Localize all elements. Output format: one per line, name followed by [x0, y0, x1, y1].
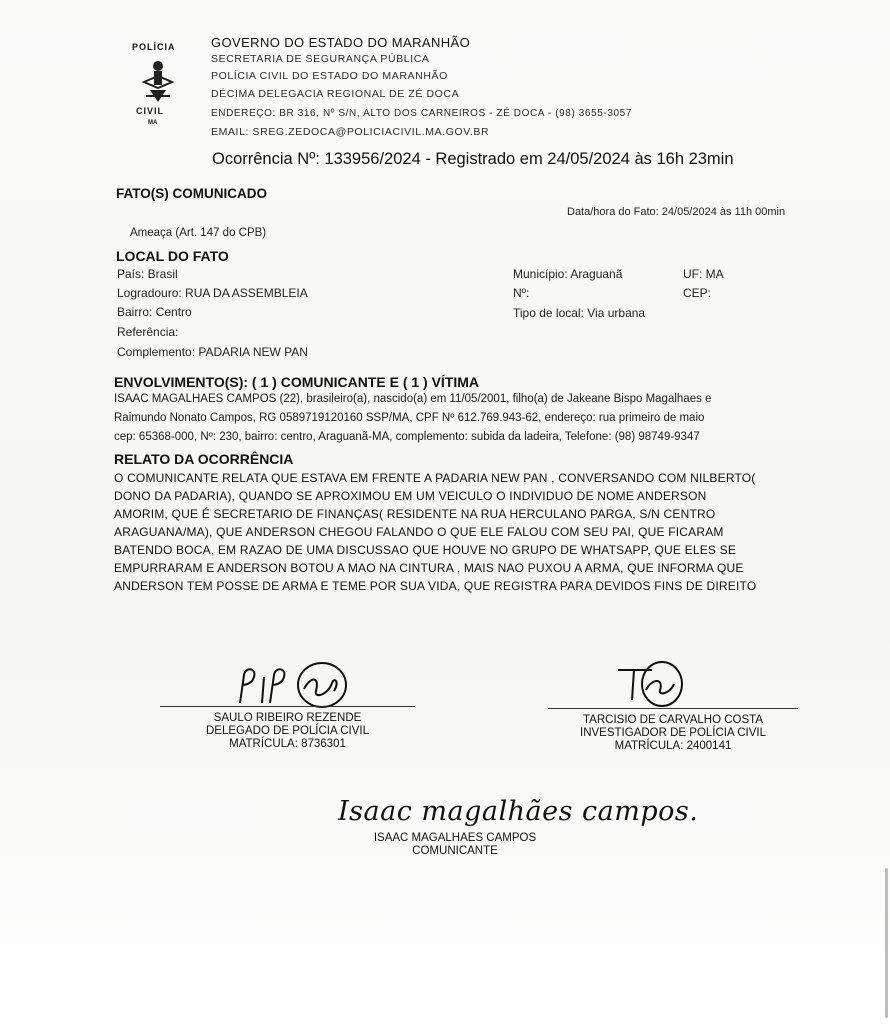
relato-line-6: EMPURRARAM E ANDERSON BOTOU A MAO NA CINTURA , MAIS NAO PUXOU A ARMA, QUE INFORMA QUE	[114, 561, 744, 575]
investigador-name: TARCISIO DE CARVALHO COSTA	[583, 714, 763, 726]
header-address: ENDEREÇO: BR 316, Nº S/N, ALTO DOS CARNEIROS - ZÉ DOCA - (98) 3655-3057	[211, 108, 632, 119]
relato-line-4: ARAGUANA/MA), QUE ANDERSON CHEGOU FALANDO O QUE ELE FALOU COM SEU PAI, QUE FICARAM	[114, 525, 724, 539]
fato-item: Ameaça (Art. 147 do CPB)	[130, 227, 267, 239]
relato-line-3: AMORIM, QUE É SECRETARIO DE FINANÇAS( RESIDENTE NA RUA HERCULANO PARGA, S/N CENTRO	[114, 507, 716, 521]
envolvimento-line-3: cep: 65368-000, Nº: 230, bairro: centro, Araguanã-MA, complemento: subida da ladeira, Telefone: (98) 98749-9347	[114, 431, 700, 443]
local-cep: CEP:	[683, 286, 712, 300]
occurrence-number: Ocorrência Nº: 133956/2024 - Registrado em 24/05/2024 às 16h 23min	[212, 150, 734, 168]
logo-small-text: MA	[148, 120, 158, 126]
police-badge-icon	[140, 58, 176, 104]
local-uf: UF: MA	[683, 267, 724, 281]
header-email: EMAIL: SREG.ZEDOCA@POLICIACIVIL.MA.GOV.BR	[211, 126, 490, 138]
header-line-1: GOVERNO DO ESTADO DO MARANHÃO	[211, 35, 471, 50]
local-referencia: Referência:	[117, 325, 179, 339]
local-logradouro: Logradouro: RUA DA ASSEMBLEIA	[117, 286, 308, 300]
comunicante-role: COMUNICANTE	[412, 845, 498, 857]
relato-line-1: O COMUNICANTE RELATA QUE ESTAVA EM FRENTE A PADARIA NEW PAN , CONVERSANDO COM NILBERTO(	[114, 471, 756, 485]
police-logo	[118, 40, 194, 136]
comunicante-handwritten-signature: Isaac magalhães campos.	[338, 796, 699, 827]
fato-datetime: Data/hora do Fato: 24/05/2024 às 11h 00min	[567, 206, 786, 218]
investigador-signature-mark	[612, 656, 692, 712]
envolvimento-line-2: Raimundo Nonato Campos, RG 0589719120160 SSP/MA, CPF Nº 612.769.943-62, endereço: rua primeiro de maio	[114, 412, 705, 424]
logo-bottom-text: CIVIL	[136, 106, 165, 116]
local-tipo: Tipo de local: Via urbana	[513, 306, 646, 320]
header-line-3: POLÍCIA CIVIL DO ESTADO DO MARANHÃO	[211, 70, 448, 82]
relato-line-2: DONO DA PADARIA), QUANDO SE APROXIMOU EM UM VEICULO O INDIVIDUO DE NOME ANDERSON	[114, 489, 707, 503]
local-complemento: Complemento: PADARIA NEW PAN	[117, 345, 308, 359]
header-line-2: SECRETARIA DE SEGURANÇA PÚBLICA	[211, 53, 430, 65]
delegado-matricula: MATRÍCULA: 8736301	[229, 738, 346, 750]
envolvimento-line-1: ISAAC MAGALHAES CAMPOS (22), brasileiro(a), nascido(a) em 11/05/2001, filho(a) de Jakeane Bispo Magalhaes e	[114, 393, 712, 405]
delegado-name: SAULO RIBEIRO REZENDE	[213, 712, 362, 724]
local-pais: País: Brasil	[117, 267, 178, 281]
relato-line-7: ANDERSON TEM POSSE DE ARMA E TEME POR SUA VIDA, QUE REGISTRA PARA DEVIDOS FINS DE DIREITO	[114, 579, 757, 593]
relato-title: RELATO DA OCORRÊNCIA	[114, 451, 294, 467]
local-title: LOCAL DO FATO	[116, 248, 229, 264]
scrollbar[interactable]	[885, 868, 888, 1018]
investigador-signature-line	[548, 708, 798, 709]
relato-line-5: BATENDO BOCA, EM RAZAO DE UMA DISCUSSAO QUE HOUVE NO GRUPO DE WHATSAPP, QUE ELES SE	[114, 543, 737, 557]
logo-top-text: POLÍCIA	[132, 42, 176, 52]
local-bairro: Bairro: Centro	[117, 305, 192, 319]
investigador-matricula: MATRÍCULA: 2400141	[614, 740, 732, 752]
comunicante-name: ISAAC MAGALHAES CAMPOS	[373, 832, 537, 844]
local-municipio: Município: Araguanã	[513, 267, 623, 281]
delegado-signature-line	[160, 706, 415, 707]
delegado-role: DELEGADO DE POLÍCIA CIVIL	[206, 725, 369, 737]
header-line-4: DÉCIMA DELEGACIA REGIONAL DE ZÉ DOCA	[211, 88, 460, 100]
local-numero: Nº:	[513, 286, 530, 300]
fatos-title: FATO(S) COMUNICADO	[116, 186, 267, 201]
investigador-role: INVESTIGADOR DE POLÍCIA CIVIL	[580, 727, 766, 739]
envolvimento-title: ENVOLVIMENTO(S): ( 1 ) COMUNICANTE E ( 1 ) VÍTIMA	[114, 374, 480, 390]
